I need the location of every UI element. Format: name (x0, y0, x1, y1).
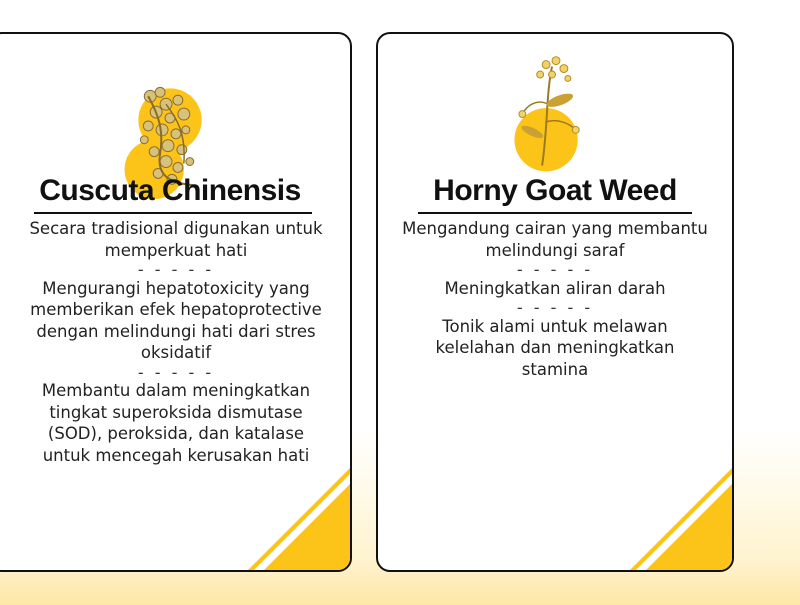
benefit-list (0, 218, 350, 466)
herb-card-horny-goat-weed (376, 32, 734, 572)
benefit-item: Meningkatkan aliran darah (444, 278, 666, 298)
benefit-item: Membantu dalam meningkatkan tingkat superoksida dismutase (SOD), peroksida, dan katalase untuk mencegah kerusakan hati (41, 381, 311, 465)
benefit-item: Tonik alami untuk melawan kelelahan dan meningkatkan stamina (435, 316, 675, 379)
corner-stripe-icon (622, 460, 732, 570)
herb-card-cuscuta (0, 32, 352, 572)
benefit-list (378, 218, 732, 380)
card-title: Cuscuta Chinensis (39, 174, 301, 207)
separator: - - - - - (516, 298, 594, 317)
separator: - - - - - (137, 260, 215, 279)
title-divider (34, 212, 312, 214)
card-title: Horny Goat Weed (433, 174, 677, 207)
separator: - - - - - (516, 260, 594, 279)
benefit-item: Mengandung cairan yang membantu melindungi saraf (402, 219, 708, 260)
corner-stripe-icon (240, 460, 350, 570)
benefit-item: Mengurangi hepatotoxicity yang memberikan efek hepatoprotective dengan melindungi hati dari stres oksidatif (30, 278, 322, 362)
benefit-item: Secara tradisional digunakan untuk memperkuat hati (29, 219, 323, 260)
separator: - - - - - (137, 362, 215, 382)
title-divider (418, 212, 692, 214)
